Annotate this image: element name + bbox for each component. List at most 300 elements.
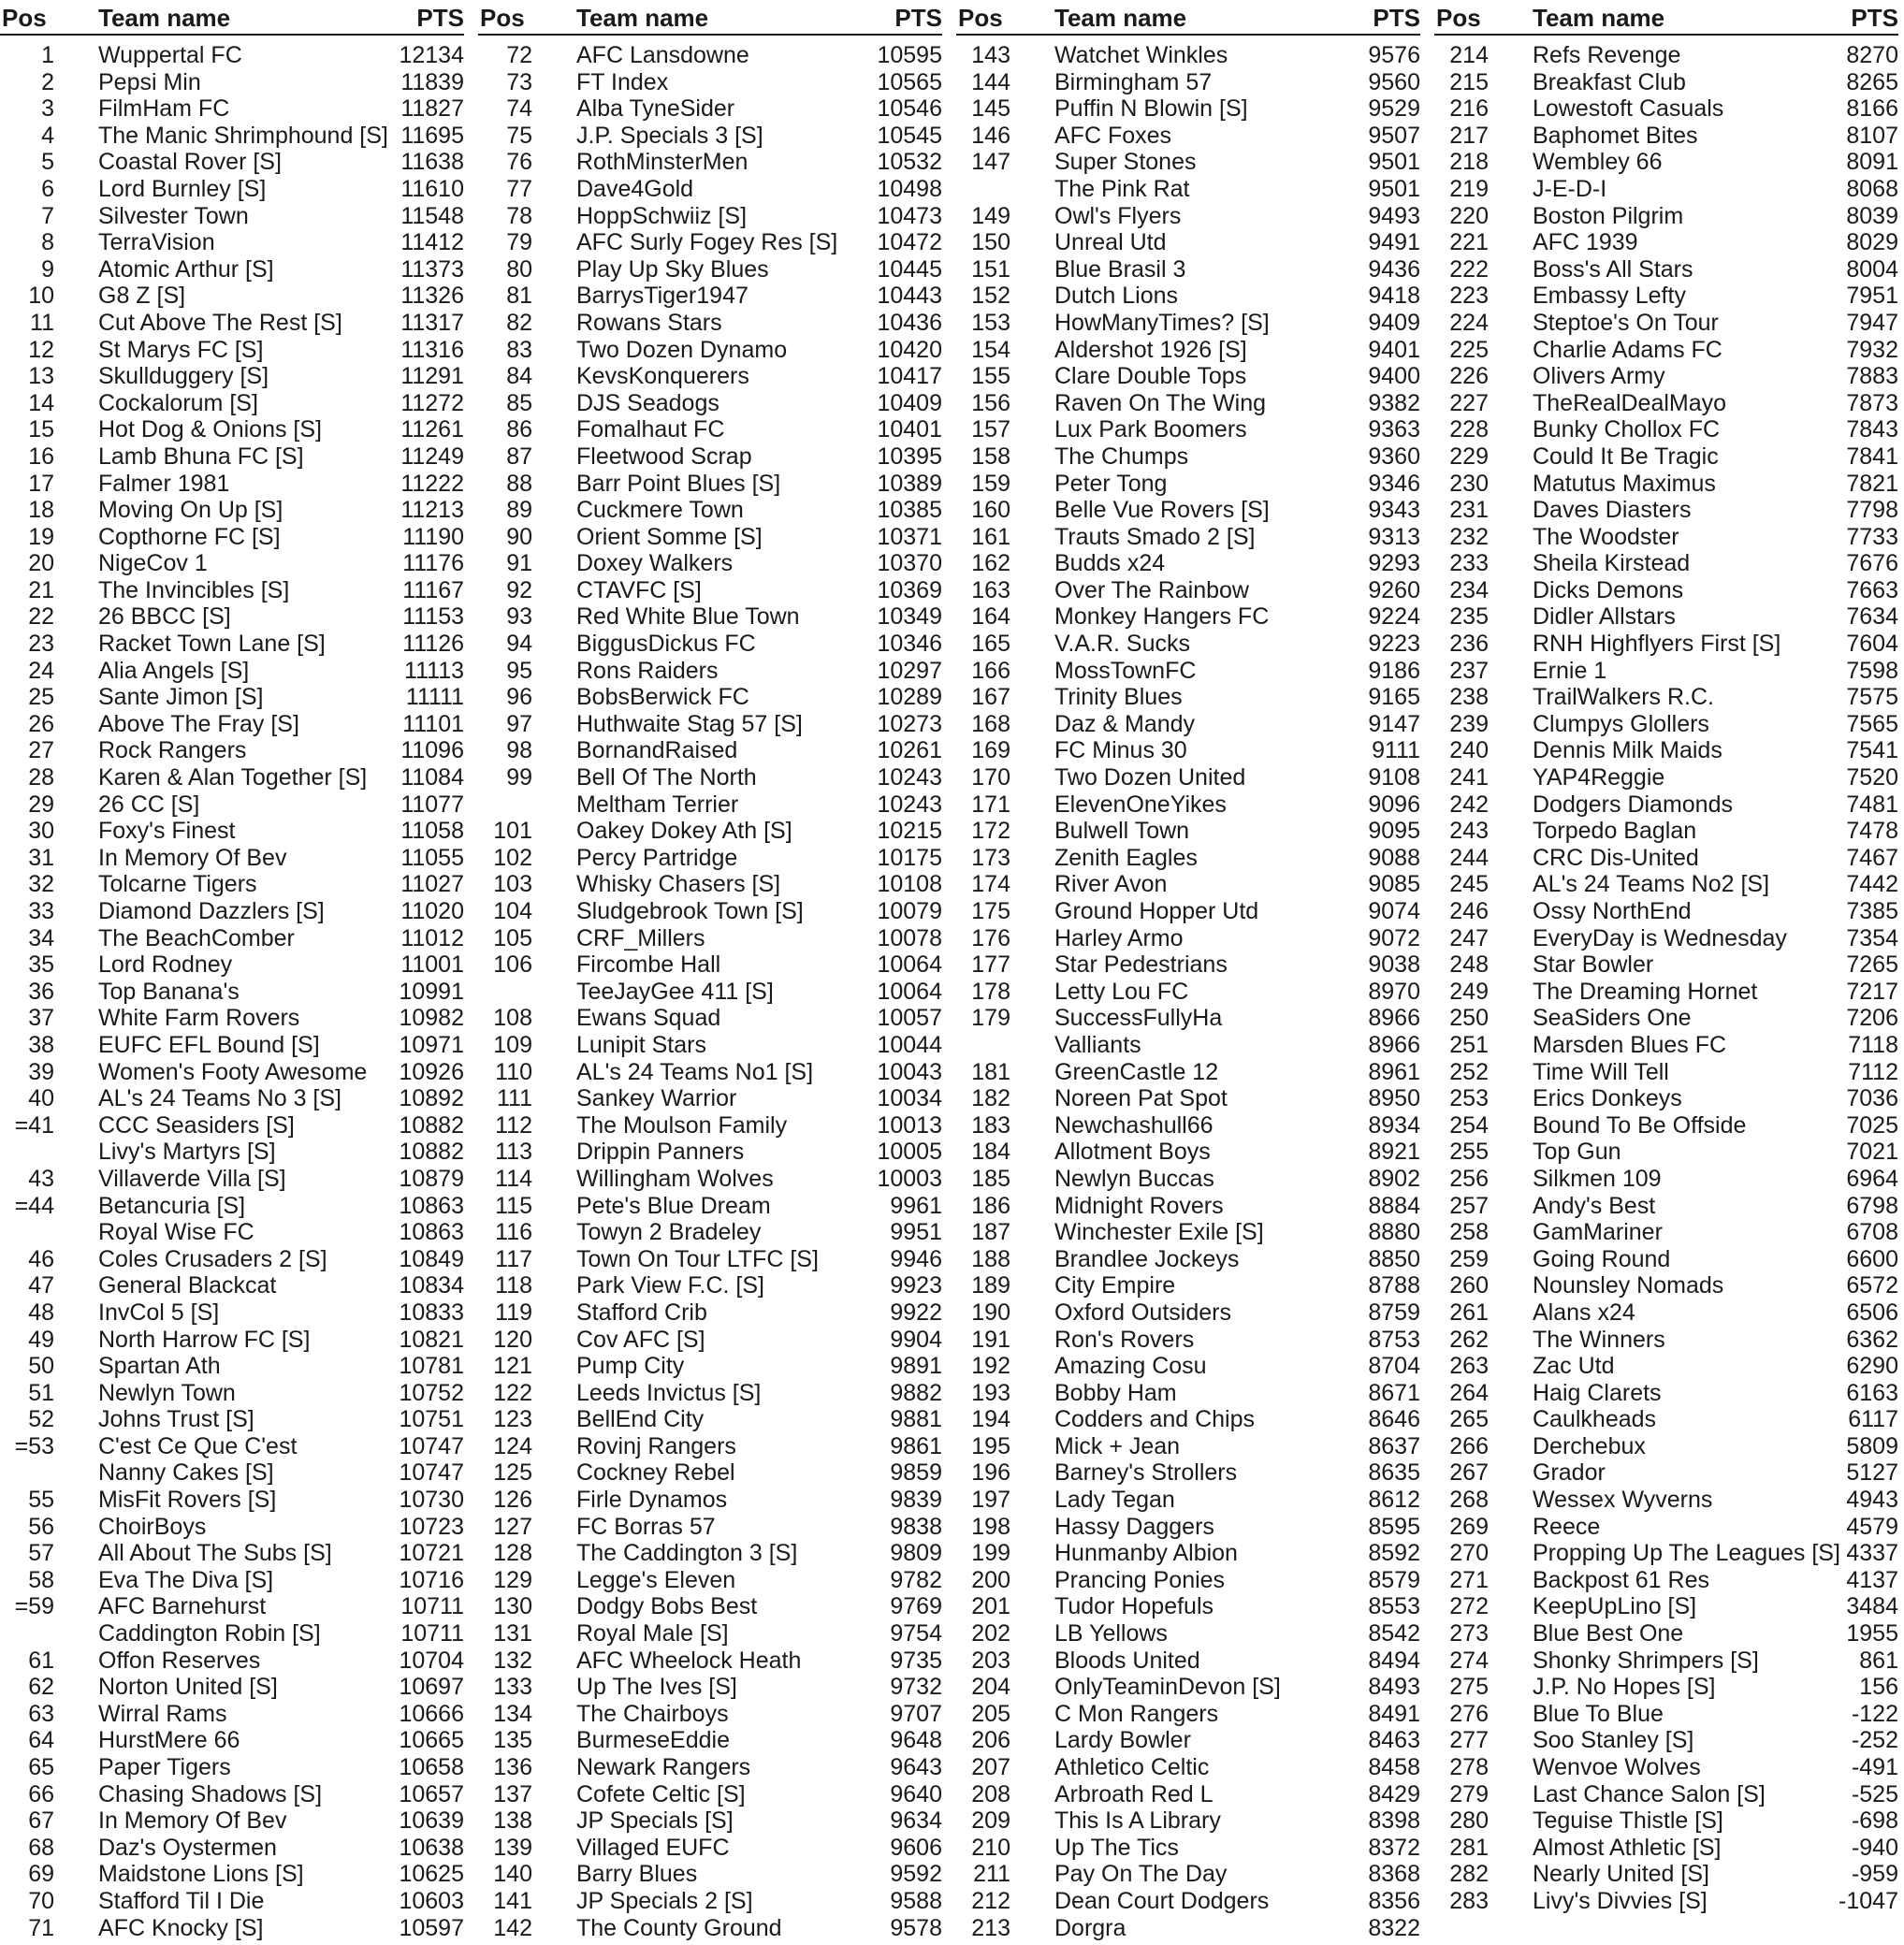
row-team-name: Derchebux (1533, 1432, 1646, 1459)
table-row (0, 1005, 470, 1032)
row-team-name: Dutch Lions (1054, 283, 1179, 310)
row-position: 249 (1449, 978, 1489, 1005)
table-row (478, 1406, 948, 1433)
row-team-name: City Empire (1054, 1272, 1176, 1299)
table-row (956, 979, 1426, 1006)
row-team-name: The BeachComber (98, 924, 295, 951)
row-points: 11316 (400, 336, 464, 363)
row-position: 248 (1449, 951, 1489, 979)
row-position: 34 (28, 924, 54, 951)
row-team-name: LB Yellows (1054, 1620, 1168, 1647)
row-points: 8372 (1368, 1834, 1420, 1861)
table-row (1434, 1674, 1904, 1701)
table-row (0, 1540, 470, 1567)
row-position: 199 (971, 1540, 1010, 1567)
table-row (1434, 1246, 1904, 1273)
table-row (1434, 1219, 1904, 1246)
row-points: 9346 (1368, 470, 1420, 497)
row-team-name: KeepUpLino [S] (1533, 1593, 1697, 1620)
row-team-name: Lowestoft Casuals (1533, 95, 1724, 123)
row-position: 161 (971, 523, 1010, 550)
row-points: -525 (1851, 1780, 1898, 1807)
row-points: 11111 (405, 684, 464, 711)
table-row (1434, 1299, 1904, 1327)
row-points: -1047 (1839, 1887, 1898, 1914)
row-points: 10064 (877, 978, 942, 1005)
row-team-name: Livy's Martyrs [S] (98, 1139, 276, 1166)
row-position: 102 (493, 844, 532, 871)
row-points: 10445 (877, 255, 942, 283)
row-position: 127 (493, 1513, 532, 1540)
row-points: 9360 (1368, 443, 1420, 470)
row-team-name: Cuckmere Town (576, 497, 744, 524)
table-row (1434, 871, 1904, 898)
row-points: 9108 (1368, 764, 1420, 791)
row-position: 31 (28, 844, 54, 871)
row-points: 9072 (1368, 924, 1420, 951)
row-points: 8635 (1368, 1459, 1420, 1487)
row-team-name: Fleetwood Scrap (576, 443, 752, 470)
row-position: 156 (971, 389, 1010, 416)
row-team-name: Cofete Celtic [S] (576, 1780, 746, 1807)
row-team-name: AFC Barnehurst (98, 1593, 267, 1620)
table-row (956, 229, 1426, 256)
row-position: 140 (493, 1861, 532, 1888)
table-row (0, 1299, 470, 1327)
row-position: 282 (1449, 1861, 1489, 1888)
row-team-name: White Farm Rovers (98, 1005, 300, 1032)
row-team-name: Blue Brasil 3 (1054, 255, 1186, 283)
table-row (956, 898, 1426, 925)
row-team-name: Offon Reserves (98, 1647, 261, 1674)
row-points: 9401 (1368, 336, 1420, 363)
table-row (478, 818, 948, 845)
row-position: 245 (1449, 871, 1489, 898)
table-row (956, 871, 1426, 898)
table-row (0, 149, 470, 176)
row-team-name: MisFit Rovers [S] (98, 1487, 277, 1514)
row-position: 271 (1449, 1566, 1489, 1593)
row-team-name: Prancing Ponies (1054, 1566, 1226, 1593)
row-position: 208 (971, 1780, 1010, 1807)
row-team-name: Haig Clarets (1533, 1379, 1662, 1406)
row-team-name: Bunky Chollox FC (1533, 416, 1721, 443)
row-position: 169 (971, 737, 1010, 764)
row-team-name: TerraVision (98, 229, 215, 256)
table-row (478, 1888, 948, 1915)
table-row (0, 1781, 470, 1808)
table-row (956, 1647, 1426, 1675)
row-team-name: Star Bowler (1533, 951, 1654, 979)
row-points: 9088 (1368, 844, 1420, 871)
table-row (1434, 1032, 1904, 1059)
row-points: 8950 (1368, 1085, 1420, 1112)
row-position: 270 (1449, 1540, 1489, 1567)
table-row (956, 818, 1426, 845)
row-points: 10730 (399, 1487, 464, 1514)
row-position: 182 (971, 1085, 1010, 1112)
row-position: 147 (971, 149, 1010, 176)
row-team-name: Up The Tics (1054, 1834, 1179, 1861)
row-points: 9074 (1368, 898, 1420, 924)
row-points: 7821 (1846, 470, 1898, 497)
row-position: 196 (971, 1459, 1010, 1487)
row-position: 178 (971, 978, 1010, 1005)
row-team-name: Top Banana's (98, 978, 240, 1005)
table-row (1434, 1059, 1904, 1086)
row-position: 40 (28, 1085, 54, 1112)
row-position: 259 (1449, 1245, 1489, 1272)
row-position: 64 (28, 1727, 54, 1754)
row-points: 11326 (400, 283, 464, 310)
row-position: 104 (493, 898, 532, 924)
row-points: 9224 (1368, 603, 1420, 631)
row-team-name: Lord Burnley [S] (98, 175, 267, 202)
table-row (0, 363, 470, 390)
row-team-name: AL's 24 Teams No1 [S] (576, 1058, 814, 1085)
table-row (0, 925, 470, 952)
table-row (956, 176, 1426, 203)
row-points: 7565 (1846, 710, 1898, 737)
table-row (0, 471, 470, 498)
row-points: 10498 (877, 175, 942, 202)
table-row (956, 1487, 1426, 1514)
row-team-name: Oakey Dokey Ath [S] (576, 818, 792, 845)
row-points: 10078 (877, 924, 942, 951)
row-position: 263 (1449, 1353, 1489, 1380)
row-team-name: Huthwaite Stag 57 [S] (576, 710, 803, 737)
row-points: 10003 (877, 1165, 942, 1192)
table-row (1434, 256, 1904, 283)
row-team-name: Rowans Stars (576, 309, 722, 336)
row-position: 49 (28, 1326, 54, 1353)
table-row (1434, 1139, 1904, 1166)
table-row (478, 1701, 948, 1728)
row-points: 10545 (877, 122, 942, 149)
row-team-name: AL's 24 Teams No 3 [S] (98, 1085, 342, 1112)
table-row (1434, 176, 1904, 203)
row-team-name: 26 CC [S] (98, 791, 200, 818)
row-team-name: Cockney Rebel (576, 1459, 735, 1487)
table-row (1434, 1166, 1904, 1193)
row-team-name: Didler Allstars (1533, 603, 1676, 631)
row-points: 10034 (877, 1085, 942, 1112)
table-row (478, 925, 948, 952)
row-team-name: Mick + Jean (1054, 1432, 1181, 1459)
row-position: 159 (971, 470, 1010, 497)
table-row (0, 1059, 470, 1086)
table-row (478, 1353, 948, 1380)
row-position: 19 (28, 523, 54, 550)
row-points: 9491 (1368, 229, 1420, 256)
row-points: 10395 (877, 443, 942, 470)
row-position: 39 (28, 1058, 54, 1085)
row-team-name: Wessex Wyverns (1533, 1487, 1713, 1514)
row-points: 6572 (1846, 1272, 1898, 1299)
row-team-name: Legge's Eleven (576, 1566, 736, 1593)
row-points: 10175 (877, 844, 942, 871)
row-position: 214 (1449, 42, 1489, 68)
row-position: 82 (506, 309, 532, 336)
row-position: 26 (28, 710, 54, 737)
row-position: 172 (971, 818, 1010, 845)
table-row (0, 871, 470, 898)
row-points: 7951 (1846, 283, 1898, 310)
row-team-name: Coastal Rover [S] (98, 149, 282, 176)
table-row (0, 791, 470, 819)
row-team-name: Embassy Lefty (1533, 283, 1686, 310)
row-points: 11176 (402, 550, 464, 577)
row-position: 23 (28, 631, 54, 658)
row-points: 10882 (399, 1139, 464, 1166)
row-points: 8542 (1368, 1620, 1420, 1647)
row-position: 131 (493, 1620, 532, 1647)
table-row (0, 1807, 470, 1835)
row-points: 10243 (877, 791, 942, 818)
table-row (478, 1299, 948, 1327)
row-points: 8595 (1368, 1513, 1420, 1540)
row-team-name: AFC Surly Fogey Res [S] (576, 229, 838, 256)
row-position: 233 (1449, 550, 1489, 577)
table-column-3 (956, 0, 1426, 1945)
row-team-name: In Memory Of Bev (98, 1807, 287, 1835)
row-position: 126 (493, 1487, 532, 1514)
row-position: 79 (506, 229, 532, 256)
table-row (478, 898, 948, 925)
row-points: 8553 (1368, 1593, 1420, 1620)
row-points: 9923 (890, 1272, 942, 1299)
row-points: 7676 (1846, 550, 1898, 577)
row-points: 10371 (877, 523, 942, 550)
row-points: 9085 (1368, 871, 1420, 898)
table-row (0, 818, 470, 845)
row-team-name: Barr Point Blues [S] (576, 470, 781, 497)
table-row (1434, 1701, 1904, 1728)
row-position: 136 (493, 1754, 532, 1780)
row-points: 10926 (399, 1058, 464, 1085)
table-row (0, 603, 470, 631)
row-points: 8429 (1368, 1780, 1420, 1807)
table-row (0, 229, 470, 256)
row-points: 8966 (1368, 1031, 1420, 1058)
row-points: 8463 (1368, 1727, 1420, 1754)
row-position: 141 (493, 1887, 532, 1914)
table-row (0, 1193, 470, 1220)
row-team-name: Dodgers Diamonds (1533, 791, 1733, 818)
row-team-name: Going Round (1533, 1245, 1671, 1272)
row-team-name: HurstMere 66 (98, 1727, 240, 1754)
row-points: 8788 (1368, 1272, 1420, 1299)
row-points: 7841 (1846, 443, 1898, 470)
row-team-name: The Chumps (1054, 443, 1189, 470)
row-team-name: Norton United [S] (98, 1674, 278, 1701)
row-team-name: Caulkheads (1533, 1406, 1657, 1433)
table-row (956, 737, 1426, 764)
header-pos: Pos (480, 4, 525, 32)
table-row (1434, 951, 1904, 979)
row-position: 22 (28, 603, 54, 631)
row-points: 8491 (1368, 1700, 1420, 1727)
table-row (956, 1139, 1426, 1166)
row-position: 253 (1449, 1085, 1489, 1112)
row-position: 144 (971, 68, 1010, 95)
row-team-name: MossTownFC (1054, 657, 1197, 684)
row-points: 7541 (1846, 737, 1898, 764)
row-position: 90 (506, 523, 532, 550)
table-row (478, 1327, 948, 1354)
row-points: 10261 (877, 737, 942, 764)
row-points: 8646 (1368, 1406, 1420, 1433)
row-position: 80 (506, 255, 532, 283)
row-position: 183 (971, 1111, 1010, 1139)
table-row (956, 1727, 1426, 1754)
row-points: 9861 (890, 1432, 942, 1459)
row-points: 9223 (1368, 631, 1420, 658)
row-points: 11839 (400, 68, 464, 95)
table-row (1434, 845, 1904, 872)
row-position: 149 (971, 202, 1010, 229)
row-points: 6290 (1846, 1353, 1898, 1380)
row-team-name: AFC Wheelock Heath (576, 1647, 802, 1674)
row-position: 76 (506, 149, 532, 176)
row-position: 112 (495, 1111, 532, 1139)
row-points: 7873 (1846, 389, 1898, 416)
row-team-name: V.A.R. Sucks (1054, 631, 1190, 658)
row-position: 14 (28, 389, 54, 416)
row-team-name: CRC Dis-United (1533, 844, 1699, 871)
row-points: 7663 (1846, 576, 1898, 603)
row-team-name: Rock Rangers (98, 737, 247, 764)
table-rows (478, 42, 948, 1941)
row-team-name: Watchet Winkles (1054, 42, 1228, 68)
table-row (1434, 1540, 1904, 1567)
row-points: 10079 (877, 898, 942, 924)
header-pts: PTS (1851, 4, 1898, 32)
row-position: 238 (1449, 684, 1489, 711)
row-points: 10273 (877, 710, 942, 737)
row-points: 9578 (890, 1914, 942, 1941)
row-points: -698 (1851, 1807, 1898, 1835)
row-points: 10716 (399, 1566, 464, 1593)
row-points: 9313 (1368, 523, 1420, 550)
row-team-name: Barry Blues (576, 1861, 698, 1888)
table-row (478, 1005, 948, 1032)
row-points: 11695 (400, 122, 464, 149)
row-points: 7798 (1846, 497, 1898, 524)
row-team-name: AFC Lansdowne (576, 42, 749, 68)
row-team-name: Rovinj Rangers (576, 1432, 736, 1459)
table-row (0, 1272, 470, 1299)
row-position: 218 (1449, 149, 1489, 176)
row-team-name: Whisky Chasers [S] (576, 871, 781, 898)
row-position: 83 (506, 336, 532, 363)
table-row (1434, 229, 1904, 256)
row-team-name: Bound To Be Offside (1533, 1111, 1747, 1139)
table-column-1 (0, 0, 470, 1945)
row-points: 10369 (877, 576, 942, 603)
row-points: 9961 (890, 1192, 942, 1219)
row-team-name: Towyn 2 Bradeley (576, 1219, 762, 1246)
row-team-name: Lunipit Stars (576, 1031, 706, 1058)
row-team-name: Newchashull66 (1054, 1111, 1214, 1139)
table-row (0, 203, 470, 230)
table-row (1434, 764, 1904, 791)
row-position: 128 (493, 1540, 532, 1567)
row-points: 9382 (1368, 389, 1420, 416)
row-position: 151 (971, 255, 1010, 283)
row-points: 10625 (399, 1861, 464, 1888)
row-team-name: Sankey Warrior (576, 1085, 737, 1112)
row-points: 156 (1859, 1674, 1898, 1701)
row-team-name: Meltham Terrier (576, 791, 739, 818)
row-team-name: Eva The Diva [S] (98, 1566, 274, 1593)
table-row (0, 1433, 470, 1460)
row-points: 10289 (877, 684, 942, 711)
row-team-name: Stafford Crib (576, 1299, 707, 1326)
table-row (1434, 1647, 1904, 1675)
table-row (478, 1754, 948, 1781)
row-position: 21 (28, 576, 54, 603)
row-points: 8966 (1368, 1005, 1420, 1032)
table-row (0, 42, 470, 69)
row-team-name: Dave4Gold (576, 175, 694, 202)
row-position: 133 (493, 1674, 532, 1701)
table-row (956, 1888, 1426, 1915)
row-points: 8704 (1368, 1353, 1420, 1380)
table-row (0, 658, 470, 685)
row-points: 9501 (1368, 175, 1420, 202)
row-position: 252 (1449, 1058, 1489, 1085)
row-team-name: Allotment Boys (1054, 1139, 1211, 1166)
row-team-name: General Blackcat (98, 1272, 277, 1299)
row-team-name: Peter Tong (1054, 470, 1168, 497)
row-points: -122 (1851, 1700, 1898, 1727)
header-pos: Pos (2, 4, 47, 32)
row-points: 9493 (1368, 202, 1420, 229)
row-points: 10863 (399, 1219, 464, 1246)
row-points: 10420 (877, 336, 942, 363)
row-points: 10747 (399, 1432, 464, 1459)
row-team-name: Above The Fray [S] (98, 710, 299, 737)
row-position: 24 (28, 657, 54, 684)
row-position: 279 (1449, 1780, 1489, 1807)
table-row (478, 791, 948, 819)
table-row (1434, 69, 1904, 96)
row-position: 110 (495, 1058, 532, 1085)
row-team-name: Alans x24 (1533, 1299, 1635, 1326)
row-points: 9529 (1368, 95, 1420, 123)
row-position: 220 (1449, 202, 1489, 229)
table-row (478, 1272, 948, 1299)
row-points: 1955 (1846, 1620, 1898, 1647)
table-row (956, 603, 1426, 631)
table-row (0, 443, 470, 471)
row-position: 262 (1449, 1326, 1489, 1353)
row-points: 7118 (1848, 1031, 1898, 1058)
row-points: 9881 (890, 1406, 942, 1433)
row-points: -959 (1851, 1861, 1898, 1888)
row-points: 11249 (400, 443, 464, 470)
row-team-name: C'est Ce Que C'est (98, 1432, 298, 1459)
table-row (478, 203, 948, 230)
table-row (1434, 1085, 1904, 1112)
row-position: 256 (1449, 1165, 1489, 1192)
table-row (0, 337, 470, 364)
table-row (1434, 711, 1904, 738)
table-row (0, 1514, 470, 1541)
row-points: 11113 (404, 657, 464, 684)
row-points: 9648 (890, 1727, 942, 1754)
